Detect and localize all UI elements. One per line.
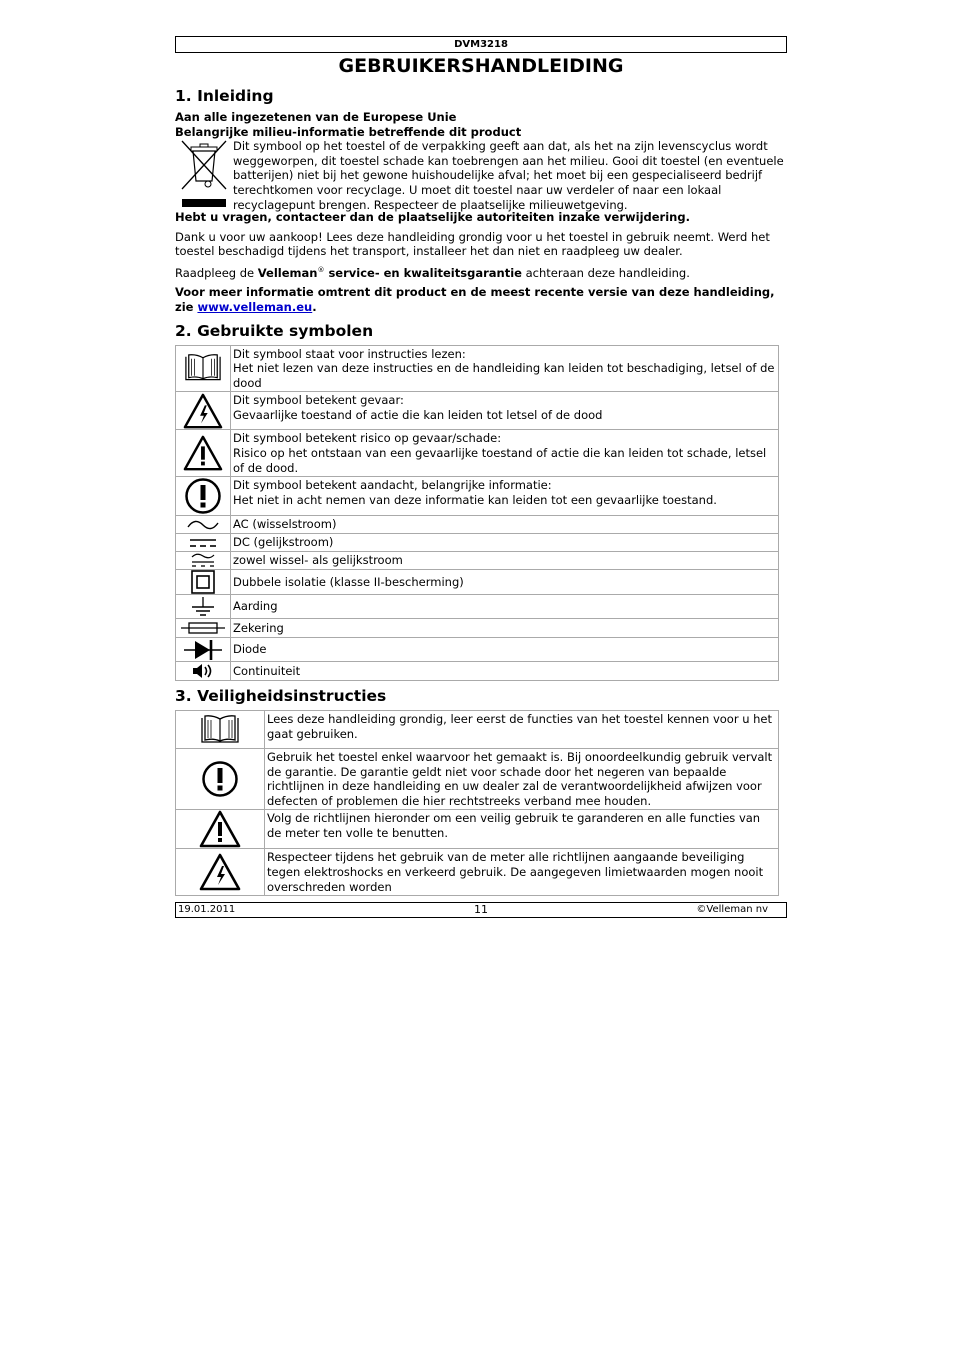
- manual-page: [175, 36, 787, 896]
- symbol-row: [176, 392, 779, 430]
- more-info-end: .: [312, 299, 317, 314]
- safety-row: [176, 711, 779, 749]
- symbol-description: Dit symbool betekent gevaar: Gevaarlijke toestand of actie die kan leiden tot letsel of de dood: [231, 392, 779, 430]
- symbol-description: Dit symbool betekent risico op gevaar/schade: Risico op het ontstaan van een gevaarlijke toestand of actie die kan leiden tot schade, letsel of de dood.: [231, 430, 779, 477]
- safety-row: [176, 849, 779, 896]
- symbol-row: [176, 345, 779, 392]
- more-info-paragraph: [175, 285, 787, 314]
- symbol-row: [176, 619, 779, 638]
- symbol-row: [176, 430, 779, 477]
- warranty-bold: service- en kwaliteitsgarantie: [324, 265, 522, 280]
- brand-name: Velleman: [257, 265, 318, 280]
- section-heading-symbolen: 2. Gebruikte symbolen: [175, 321, 374, 340]
- symbol-description: DC (gelijkstroom): [231, 534, 779, 552]
- exclamation-circle-icon: [176, 477, 231, 516]
- symbol-row: [176, 595, 779, 619]
- symbol-description: Aarding: [231, 595, 779, 619]
- symbol-row: [176, 570, 779, 595]
- ground-icon: [176, 595, 231, 619]
- symbol-description: zowel wissel- als gelijkstroom: [231, 552, 779, 570]
- symbol-description: Continuiteit: [231, 662, 779, 681]
- symbol-description: Dubbele isolatie (klasse II-bescherming): [231, 570, 779, 595]
- safety-instruction: Volg de richtlijnen hieronder om een veilig gebruik te garanderen en alle functies van de meter ten volle te benutten.: [265, 810, 779, 849]
- high-voltage-triangle-icon: [176, 392, 231, 430]
- velleman-link[interactable]: www.velleman.eu: [197, 299, 313, 314]
- symbol-row: [176, 662, 779, 681]
- symbol-row: [176, 477, 779, 516]
- symbol-row: [176, 638, 779, 662]
- symbol-description: Dit symbool staat voor instructies lezen: Het niet lezen van deze instructies en de handleiding kan leiden tot beschadiging, letsel of de dood: [231, 345, 779, 392]
- symbol-row: [176, 534, 779, 552]
- section-heading-veiligheid: 3. Veiligheidsinstructies: [175, 687, 387, 706]
- fuse-icon: [176, 619, 231, 638]
- warning-triangle-icon: [176, 810, 265, 849]
- double-insulation-icon: [176, 570, 231, 595]
- page-footer: [175, 902, 787, 918]
- warranty-post: achteraan deze handleiding.: [521, 265, 690, 280]
- symbol-description: Diode: [231, 638, 779, 662]
- environment-heading: Belangrijke milieu-informatie betreffende dit product: [175, 124, 522, 139]
- warning-triangle-icon: [176, 430, 231, 477]
- symbol-row: [176, 552, 779, 570]
- safety-row: [176, 749, 779, 810]
- registered-mark: ®: [317, 265, 325, 274]
- page-title: GEBRUIKERSHANDLEIDING: [338, 55, 624, 77]
- questions-note: Hebt u vragen, contacteer dan de plaatselijke autoriteiten inzake verwijdering.: [175, 210, 690, 225]
- symbols-table: [175, 345, 779, 682]
- footer-date: 19.01.2011: [178, 904, 236, 915]
- thanks-paragraph: Dank u voor uw aankoop! Lees deze handleiding grondig voor u het toestel in gebruik neemt. Werd het toestel beschadigd tijdens het transport, installeer het dan niet en raadpleeg uw dealer.: [175, 229, 770, 259]
- symbol-description: Dit symbool betekent aandacht, belangrijke informatie: Het niet in acht nemen van deze informatie kan leiden tot een gevaarlijke toestand.: [231, 477, 779, 516]
- book-icon: [176, 711, 265, 749]
- safety-instruction: Respecteer tijdens het gebruik van de meter alle richtlijnen aangaande beveiliging tegen elektroshocks en verkeerd gebruik. De aangegeven limietwaarden mogen nooit overschreden worden: [265, 849, 779, 896]
- more-info-text: Voor meer informatie omtrent dit product en de meest recente versie van deze handleiding, zie: [175, 285, 775, 314]
- footer-copyright: ©Velleman nv: [696, 904, 768, 915]
- weee-block: [175, 139, 787, 212]
- dc-icon: [176, 534, 231, 552]
- symbol-description: Zekering: [231, 619, 779, 638]
- ac-icon: [176, 516, 231, 534]
- section-heading-inleiding: 1. Inleiding: [175, 87, 274, 105]
- diode-icon: [176, 638, 231, 662]
- warranty-paragraph: [175, 263, 787, 280]
- page-number: 11: [474, 903, 488, 916]
- symbol-description: AC (wisselstroom): [231, 516, 779, 534]
- warranty-pre: Raadpleeg de: [175, 265, 258, 280]
- book-icon: [176, 345, 231, 392]
- weee-text: Dit symbool op het toestel of de verpakking geeft aan dat, als het na zijn levenscyclus wordt weggeworpen, dit toestel schade kan toebrengen aan het milieu. Gooi dit toestel (en eventuele batterijen) niet bij het gewone huishoudelijke afval; het moet bij een gespecialiseerd bedrijf terechtkomen voor recyclage. U moet dit toestel naar uw verdeler of naar een lokaal recyclagepunt brengen. Respecteer de plaatselijke milieuwetgeving.: [233, 139, 784, 212]
- crossed-bin-icon: [175, 139, 233, 209]
- safety-table: [175, 710, 779, 896]
- continuity-icon: [176, 662, 231, 681]
- symbol-row: [176, 516, 779, 534]
- ac-dc-icon: [176, 552, 231, 570]
- safety-instruction: Lees deze handleiding grondig, leer eerst de functies van het toestel kennen voor u het gaat gebruiken.: [265, 711, 779, 749]
- exclamation-circle-icon: [176, 749, 265, 810]
- safety-instruction: Gebruik het toestel enkel waarvoor het gemaakt is. Bij onoordeelkundig gebruik vervalt de garantie. De garantie geldt niet voor schade door het negeren van bepaalde richtlijnen in deze handleiding en uw dealer zal de verantwoordelijkheid afwijzen voor defecten of problemen die hier rechtstreeks verband mee houden.: [265, 749, 779, 810]
- high-voltage-triangle-icon: [176, 849, 265, 896]
- safety-row: [176, 810, 779, 849]
- model-header: DVM3218: [175, 36, 787, 53]
- eu-residents-heading: Aan alle ingezetenen van de Europese Unie: [175, 110, 457, 124]
